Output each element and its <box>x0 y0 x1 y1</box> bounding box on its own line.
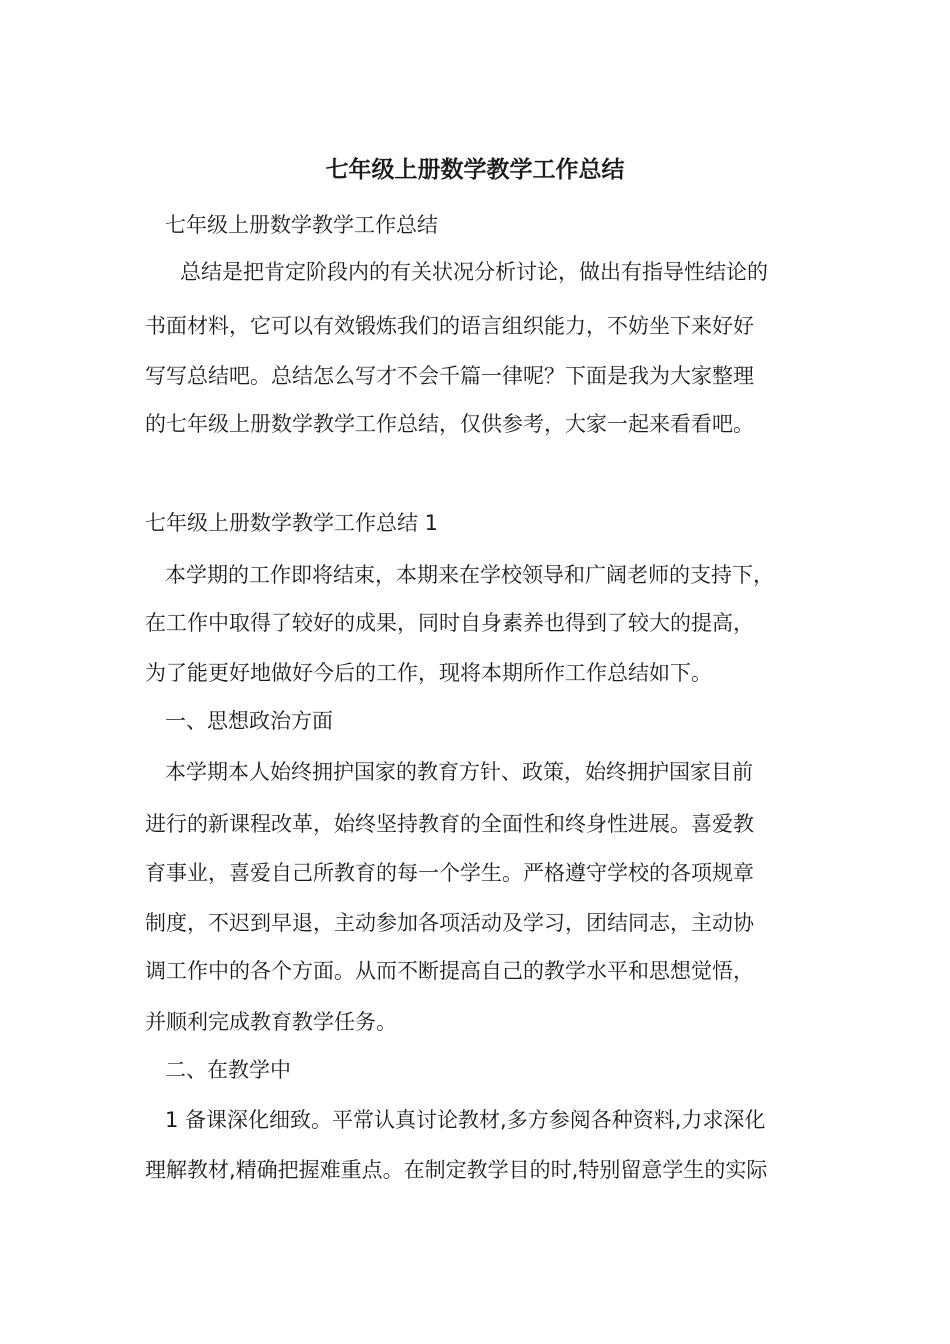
intro-line: 的七年级上册数学教学工作总结，仅供参考，大家一起来看看吧。 <box>145 412 754 436</box>
paragraph-line: 调工作中的各个方面。从而不断提高自己的教学水平和思想觉悟， <box>145 959 754 983</box>
paragraph-line: 进行的新课程改革，始终坚持教育的全面性和终身性进展。喜爱教 <box>145 812 754 836</box>
intro-line: 写写总结吧。总结怎么写才不会千篇一律呢？下面是我为大家整理 <box>145 364 754 388</box>
paragraph-line: 理解教材,精确把握难重点。在制定教学目的时,特别留意学生的实际 <box>145 1158 768 1182</box>
intro-line: 书面材料，它可以有效锻炼我们的语言组织能力，不妨坐下来好好 <box>145 314 754 338</box>
section-heading: 七年级上册数学教学工作总结 1 <box>145 511 439 535</box>
subsection-heading: 一、思想政治方面 <box>165 709 333 733</box>
paragraph-line: 在工作中取得了较好的成果，同时自身素养也得到了较大的提高， <box>145 611 754 635</box>
paragraph-line: 并顺利完成教育教学任务。 <box>145 1010 397 1034</box>
intro-line: 总结是把肯定阶段内的有关状况分析讨论，做出有指导性结论的 <box>180 260 768 284</box>
paragraph-line: 为了能更好地做好今后的工作，现将本期所作工作总结如下。 <box>145 661 712 685</box>
document-subtitle: 七年级上册数学教学工作总结 <box>165 213 438 237</box>
subsection-heading: 二、在教学中 <box>165 1058 291 1082</box>
paragraph-line: 本学期本人始终拥护国家的教育方针、政策，始终拥护国家目前 <box>165 760 753 784</box>
paragraph-line: 1 备课深化细致。平常认真讨论教材,多方参阅各种资料,力求深化 <box>165 1108 766 1132</box>
document-title: 七年级上册数学教学工作总结 <box>325 157 625 183</box>
paragraph-line: 制度，不迟到早退，主动参加各项活动及学习，团结同志，主动协 <box>145 911 754 935</box>
paragraph-line: 本学期的工作即将结束，本期来在学校领导和广阔老师的支持下， <box>165 563 774 587</box>
paragraph-line: 育事业，喜爱自己所教育的每一个学生。严格遵守学校的各项规章 <box>145 861 754 885</box>
